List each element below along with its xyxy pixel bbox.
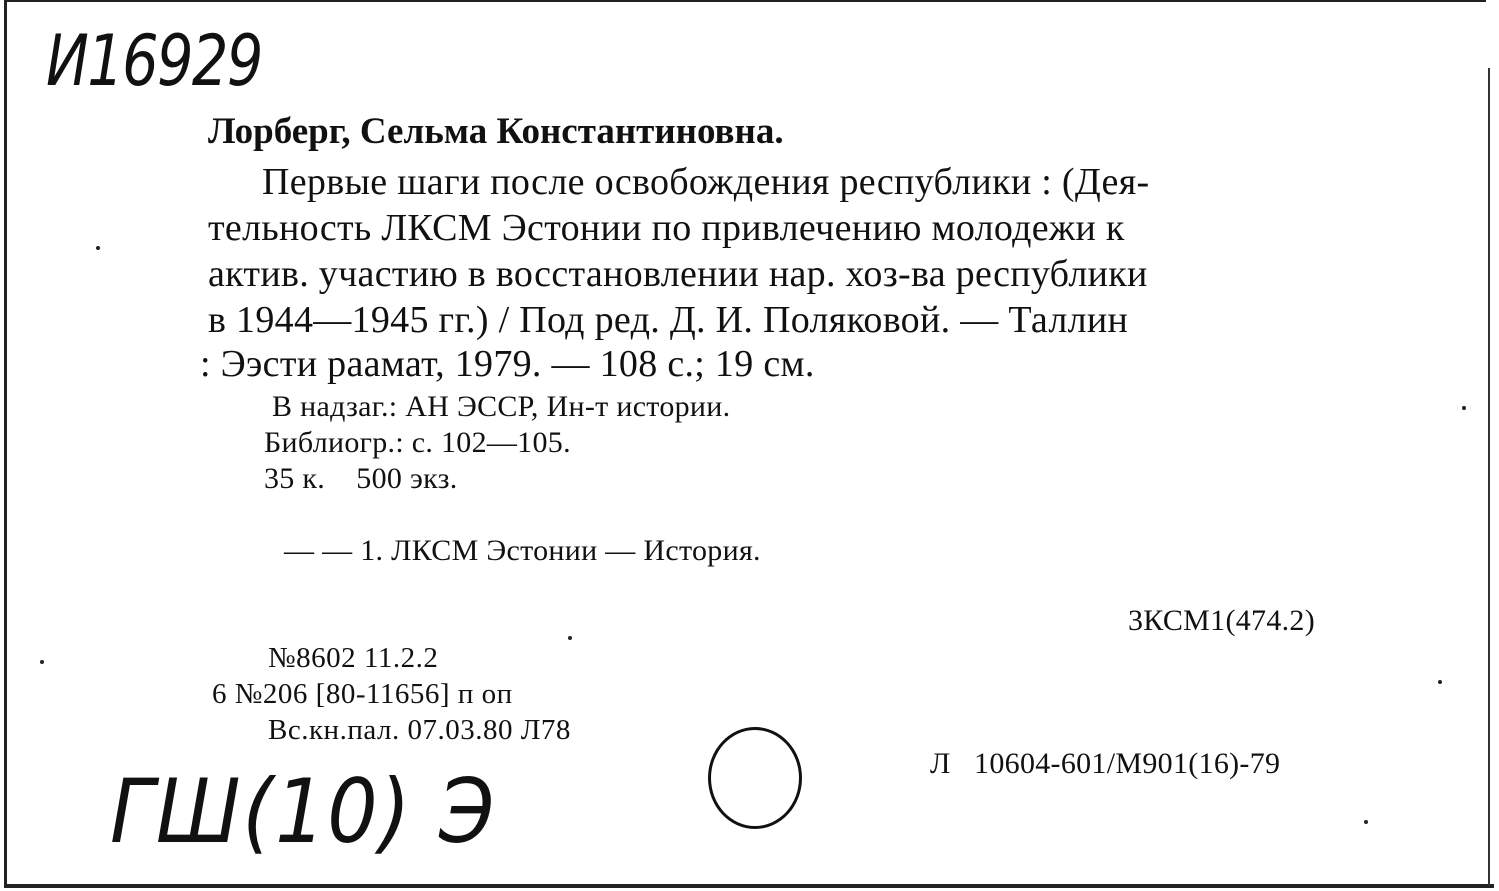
speck bbox=[1438, 680, 1442, 684]
title-line-1: Первые шаги после освобождения республики : (Дея- bbox=[262, 161, 1150, 203]
punch-hole-circle bbox=[708, 727, 802, 829]
speck bbox=[1364, 820, 1368, 824]
subject-heading: — — 1. ЛКСМ Эстонии — История. bbox=[284, 534, 761, 567]
index-code: Л 10604-601/М901(16)-79 bbox=[930, 747, 1281, 780]
title-line-4: в 1944—1945 гг.) / Под ред. Д. И. Поляковой. — Таллин bbox=[208, 299, 1129, 341]
note-parent-org: В надзаг.: АН ЭССР, Ин-т истории. bbox=[272, 390, 731, 423]
print-info-line-2: 6 №206 [80-11656] п оп bbox=[212, 678, 513, 710]
title-line-2: тельность ЛКСМ Эстонии по привлечению молодежи к bbox=[208, 207, 1125, 249]
print-info-line-1: №8602 11.2.2 bbox=[268, 642, 439, 674]
card-border-top bbox=[6, 0, 1486, 2]
title-line-5: : Ээсти раамат, 1979. — 108 с.; 19 см. bbox=[200, 343, 815, 385]
card-border-left bbox=[4, 0, 7, 886]
speck bbox=[96, 246, 100, 250]
author-heading: Лорберг, Сельма Константиновна. bbox=[208, 111, 784, 152]
note-bibliography: Библиогр.: с. 102—105. bbox=[264, 426, 571, 459]
card-border-bottom bbox=[4, 884, 1494, 888]
note-price-copies: 35 к. 500 экз. bbox=[264, 462, 458, 495]
classification-code: 3КСМ1(474.2) bbox=[1128, 604, 1316, 637]
speck bbox=[1462, 406, 1466, 410]
speck bbox=[568, 636, 572, 640]
card-border-right bbox=[1488, 68, 1490, 886]
print-info-line-3: Вс.кн.пал. 07.03.80 Л78 bbox=[268, 714, 571, 746]
inventory-number: И16929 bbox=[46, 20, 262, 102]
title-line-3: актив. участию в восстановлении нар. хоз-ва республики bbox=[208, 253, 1148, 295]
shelf-mark: ГШ(10) Э bbox=[110, 760, 497, 863]
speck bbox=[40, 660, 44, 664]
